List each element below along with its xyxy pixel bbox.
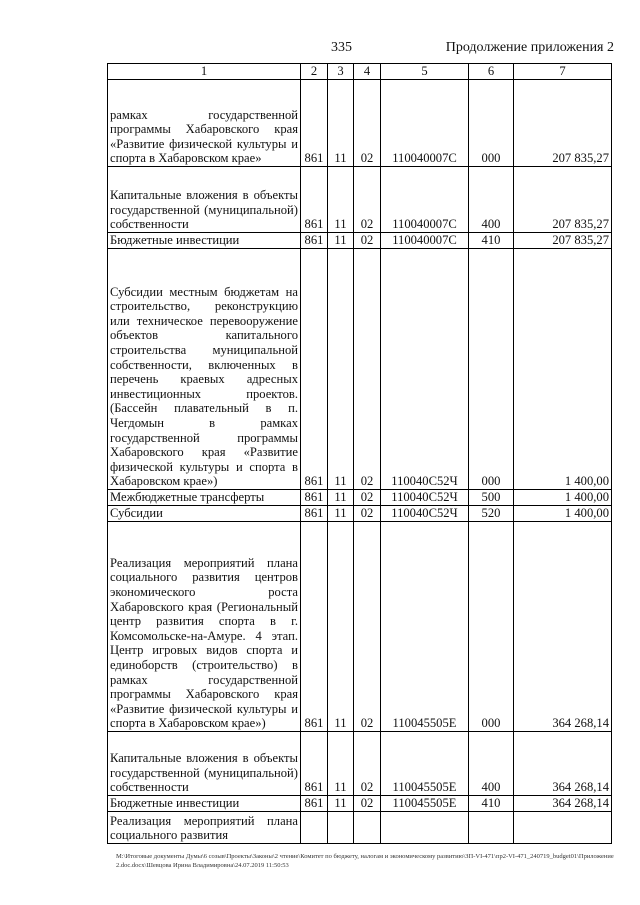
row-code-5: 110040С52Ч bbox=[381, 490, 469, 506]
row-code-5 bbox=[381, 812, 469, 844]
row-code-6: 000 bbox=[469, 249, 514, 490]
row-code-3: 11 bbox=[328, 80, 354, 167]
table-row bbox=[108, 732, 612, 796]
table-row bbox=[108, 506, 612, 522]
row-code-3 bbox=[328, 812, 354, 844]
row-code-3: 11 bbox=[328, 233, 354, 249]
row-amount bbox=[514, 812, 612, 844]
row-code-3: 11 bbox=[328, 732, 354, 796]
row-code-6: 400 bbox=[469, 732, 514, 796]
row-code-2: 861 bbox=[301, 490, 328, 506]
row-name: Реализация мероприятий плана социального развития bbox=[108, 812, 301, 844]
row-code-2: 861 bbox=[301, 522, 328, 732]
row-code-6: 520 bbox=[469, 506, 514, 522]
row-code-4: 02 bbox=[354, 490, 381, 506]
row-name: Субсидии местным бюджетам на строительство, реконструкцию или техническое перевооружение объектов капитального строительства муниципальной собственности, включенных в перечень краевых адресных инвестиционных проектов. (Бассейн плавательный в п. Чегдомын в рамках государственной программы Хабаровского края «Развитие физической культуры и спорта в Хабаровском крае») bbox=[108, 249, 301, 490]
header-cell-3: 3 bbox=[328, 64, 354, 80]
row-code-5: 110045505Е bbox=[381, 522, 469, 732]
row-code-6: 500 bbox=[469, 490, 514, 506]
row-code-5: 110040007С bbox=[381, 233, 469, 249]
row-code-4: 02 bbox=[354, 796, 381, 812]
row-amount: 1 400,00 bbox=[514, 249, 612, 490]
row-amount: 207 835,27 bbox=[514, 233, 612, 249]
row-code-4: 02 bbox=[354, 80, 381, 167]
row-code-6: 000 bbox=[469, 80, 514, 167]
row-code-2: 861 bbox=[301, 80, 328, 167]
row-code-3: 11 bbox=[328, 249, 354, 490]
row-code-3: 11 bbox=[328, 167, 354, 233]
row-code-4 bbox=[354, 812, 381, 844]
row-name: Капитальные вложения в объекты государственной (муниципальной) собственности bbox=[108, 167, 301, 233]
row-code-5: 110040С52Ч bbox=[381, 506, 469, 522]
header-cell-2: 2 bbox=[301, 64, 328, 80]
row-name: Реализация мероприятий плана социального развития центров экономического роста Хабаровского края (Региональный центр развития спорта в г. Комсомольске-на-Амуре. 4 этап. Центр игровых видов спорта и единоборств (строительство) в рамках государственной программы Хабаровского края «Развитие физической культуры и спорта в Хабаровском крае») bbox=[108, 522, 301, 732]
row-code-4: 02 bbox=[354, 233, 381, 249]
row-code-4: 02 bbox=[354, 167, 381, 233]
row-code-4: 02 bbox=[354, 506, 381, 522]
row-amount: 364 268,14 bbox=[514, 732, 612, 796]
row-code-3: 11 bbox=[328, 522, 354, 732]
table-row bbox=[108, 812, 612, 844]
table-row bbox=[108, 796, 612, 812]
row-code-4: 02 bbox=[354, 522, 381, 732]
row-code-6: 400 bbox=[469, 167, 514, 233]
header-cell-4: 4 bbox=[354, 64, 381, 80]
row-amount: 207 835,27 bbox=[514, 167, 612, 233]
header-cell-5: 5 bbox=[381, 64, 469, 80]
row-code-6: 000 bbox=[469, 522, 514, 732]
row-amount: 364 268,14 bbox=[514, 522, 612, 732]
row-amount: 1 400,00 bbox=[514, 506, 612, 522]
row-name: Межбюджетные трансферты bbox=[108, 490, 301, 506]
row-code-5: 110045505Е bbox=[381, 796, 469, 812]
row-code-3: 11 bbox=[328, 796, 354, 812]
row-code-2: 861 bbox=[301, 233, 328, 249]
table-row bbox=[108, 167, 612, 233]
appendix-continuation-note: Продолжение приложения 2 bbox=[445, 40, 614, 55]
row-code-2: 861 bbox=[301, 796, 328, 812]
row-code-4: 02 bbox=[354, 732, 381, 796]
row-code-6: 410 bbox=[469, 796, 514, 812]
page-number: 335 bbox=[331, 40, 352, 55]
table-row bbox=[108, 490, 612, 506]
table-row bbox=[108, 233, 612, 249]
row-code-2: 861 bbox=[301, 167, 328, 233]
header-cell-6: 6 bbox=[469, 64, 514, 80]
row-amount: 207 835,27 bbox=[514, 80, 612, 167]
row-code-5: 110040С52Ч bbox=[381, 249, 469, 490]
row-code-6 bbox=[469, 812, 514, 844]
row-code-5: 110040007С bbox=[381, 80, 469, 167]
row-code-6: 410 bbox=[469, 233, 514, 249]
budget-table bbox=[107, 63, 612, 844]
row-code-4: 02 bbox=[354, 249, 381, 490]
row-code-2: 861 bbox=[301, 506, 328, 522]
table-row bbox=[108, 522, 612, 732]
row-code-5: 110040007С bbox=[381, 167, 469, 233]
row-code-2 bbox=[301, 812, 328, 844]
row-code-2: 861 bbox=[301, 249, 328, 490]
row-name: Капитальные вложения в объекты государственной (муниципальной) собственности bbox=[108, 732, 301, 796]
row-amount: 1 400,00 bbox=[514, 490, 612, 506]
table-header-row bbox=[108, 64, 612, 80]
row-name: Бюджетные инвестиции bbox=[108, 796, 301, 812]
row-name: рамках государственной программы Хабаровского края «Развитие физической культуры и спорта в Хабаровском крае» bbox=[108, 80, 301, 167]
row-code-5: 110045505Е bbox=[381, 732, 469, 796]
row-code-2: 861 bbox=[301, 732, 328, 796]
row-amount: 364 268,14 bbox=[514, 796, 612, 812]
table-row bbox=[108, 249, 612, 490]
file-path-footer: М:\Итоговые документы Думы\6 созыв\Проекты\Законы\2 чтение\Комитет по бюджету, налогам и экономическому развитию\ЗП-VI-471\пр2-VI-471_240719_budget01\Приложение 2.doc.docx\Шевцова Ирина Владимировна\24.07.2019 11:50:53 bbox=[116, 853, 614, 869]
header-cell-7: 7 bbox=[514, 64, 612, 80]
row-code-3: 11 bbox=[328, 490, 354, 506]
row-code-3: 11 bbox=[328, 506, 354, 522]
row-name: Субсидии bbox=[108, 506, 301, 522]
table-row bbox=[108, 80, 612, 167]
row-name: Бюджетные инвестиции bbox=[108, 233, 301, 249]
header-cell-1: 1 bbox=[108, 64, 301, 80]
